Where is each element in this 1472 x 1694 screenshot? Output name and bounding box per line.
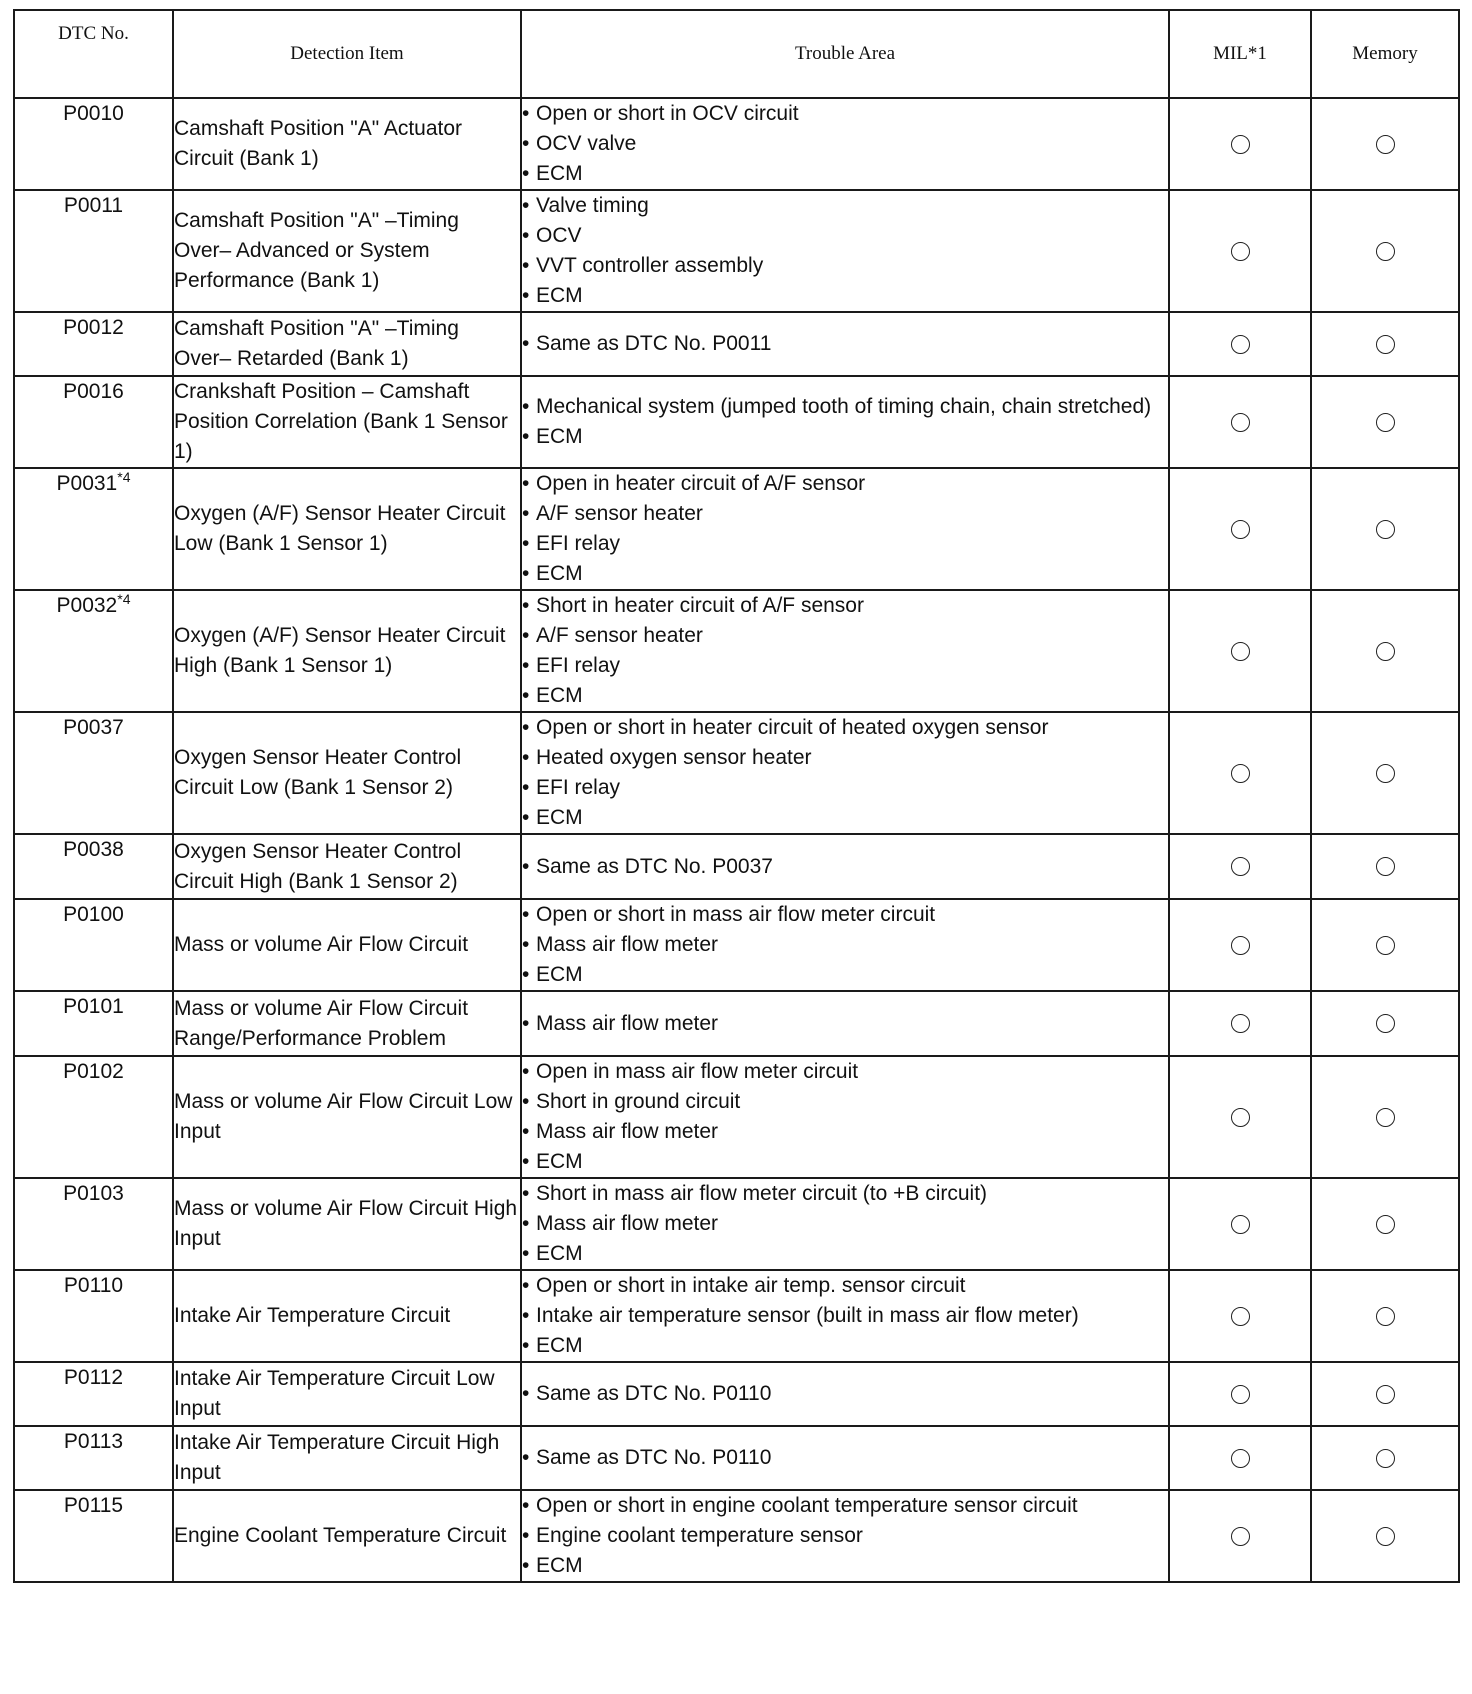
mil-circle-icon <box>1231 936 1250 955</box>
dtc-code: P0110 <box>63 1274 124 1297</box>
bullet-icon: • <box>522 624 530 647</box>
detection-item: Oxygen (A/F) Sensor Heater Circuit High (Bank 1 Sensor 1) <box>173 590 521 712</box>
memory-circle-icon <box>1376 520 1395 539</box>
memory-circle-icon <box>1376 1527 1395 1546</box>
mil-cell <box>1169 590 1311 712</box>
memory-cell <box>1311 1056 1459 1178</box>
table-row <box>14 312 1459 376</box>
dtc-code: P0031 <box>56 472 118 495</box>
dtc-code-cell <box>14 590 173 712</box>
memory-circle-icon <box>1376 1014 1395 1033</box>
detection-item: Mass or volume Air Flow Circuit Low Input <box>173 1056 521 1178</box>
dtc-code-cell <box>14 1362 173 1426</box>
trouble-area-item <box>522 651 1168 681</box>
trouble-area-item <box>522 1443 1168 1473</box>
mil-cell <box>1169 1426 1311 1490</box>
table-row <box>14 1362 1459 1426</box>
trouble-area-item <box>522 1521 1168 1551</box>
bullet-icon: • <box>522 1274 530 1297</box>
memory-circle-icon <box>1376 857 1395 876</box>
footnote-marker: *4 <box>117 591 131 607</box>
memory-circle-icon <box>1376 642 1395 661</box>
trouble-area-cell <box>521 312 1169 376</box>
trouble-area-item <box>522 422 1168 452</box>
bullet-icon: • <box>522 194 530 217</box>
mil-cell <box>1169 1362 1311 1426</box>
memory-circle-icon <box>1376 764 1395 783</box>
detection-item: Oxygen Sensor Heater Control Circuit Low (Bank 1 Sensor 2) <box>173 712 521 834</box>
dtc-code: P0113 <box>63 1430 124 1453</box>
trouble-area-text: ECM <box>536 1554 583 1577</box>
bullet-icon: • <box>522 933 530 956</box>
trouble-area-text: ECM <box>536 162 583 185</box>
trouble-area-cell <box>521 899 1169 991</box>
trouble-area-item <box>522 1087 1168 1117</box>
trouble-area-text: ECM <box>536 284 583 307</box>
trouble-area-text: Intake air temperature sensor (built in mass air flow meter) <box>536 1304 1079 1327</box>
trouble-area-text: Heated oxygen sensor heater <box>536 746 812 769</box>
table-row <box>14 899 1459 991</box>
memory-cell <box>1311 376 1459 468</box>
trouble-area-text: EFI relay <box>536 532 621 555</box>
trouble-area-item <box>522 713 1168 743</box>
mil-circle-icon <box>1231 520 1250 539</box>
memory-cell <box>1311 1426 1459 1490</box>
bullet-icon: • <box>522 425 530 448</box>
dtc-code: P0032 <box>56 594 118 617</box>
table-row <box>14 590 1459 712</box>
detection-item: Camshaft Position "A" –Timing Over– Retarded (Bank 1) <box>173 312 521 376</box>
table-row <box>14 834 1459 899</box>
mil-circle-icon <box>1231 1385 1250 1404</box>
memory-cell <box>1311 98 1459 190</box>
dtc-code-cell <box>14 1178 173 1270</box>
memory-cell <box>1311 312 1459 376</box>
trouble-area-item <box>522 221 1168 251</box>
trouble-area-text: Mass air flow meter <box>536 1011 719 1035</box>
trouble-area-text: Valve timing <box>536 194 649 217</box>
footnote-marker: *4 <box>117 469 131 485</box>
trouble-area-item <box>522 392 1168 422</box>
table-row <box>14 712 1459 834</box>
trouble-area-text: Open or short in engine coolant temperature sensor circuit <box>536 1494 1078 1517</box>
trouble-area-text: ECM <box>536 425 583 448</box>
mil-cell <box>1169 376 1311 468</box>
trouble-area-item <box>522 1301 1168 1331</box>
dtc-code: P0115 <box>63 1494 124 1517</box>
mil-circle-icon <box>1231 1215 1250 1234</box>
memory-circle-icon <box>1376 1307 1395 1326</box>
mil-circle-icon <box>1231 242 1250 261</box>
bullet-icon: • <box>522 1382 530 1405</box>
memory-cell <box>1311 712 1459 834</box>
mil-cell <box>1169 190 1311 312</box>
trouble-area-item <box>522 621 1168 651</box>
bullet-icon: • <box>522 254 530 277</box>
trouble-area-item <box>522 1179 1168 1209</box>
trouble-area-item <box>522 1379 1168 1409</box>
bullet-icon: • <box>522 502 530 525</box>
trouble-area-item <box>522 1331 1168 1361</box>
bullet-icon: • <box>522 1554 530 1577</box>
mil-circle-icon <box>1231 1307 1250 1326</box>
bullet-icon: • <box>522 654 530 677</box>
bullet-icon: • <box>522 332 530 355</box>
trouble-area-text: Open or short in OCV circuit <box>536 102 799 125</box>
memory-cell <box>1311 991 1459 1056</box>
trouble-area-cell <box>521 190 1169 312</box>
trouble-area-text: Mass air flow meter <box>536 1120 719 1143</box>
dtc-code: P0010 <box>63 102 124 125</box>
trouble-area-item <box>522 499 1168 529</box>
mil-cell <box>1169 1056 1311 1178</box>
bullet-icon: • <box>522 963 530 986</box>
trouble-area-item <box>522 930 1168 960</box>
dtc-code-cell <box>14 376 173 468</box>
mil-circle-icon <box>1231 764 1250 783</box>
dtc-code: P0016 <box>63 380 124 403</box>
memory-circle-icon <box>1376 335 1395 354</box>
dtc-code: P0112 <box>63 1366 124 1389</box>
trouble-area-text: VVT controller assembly <box>536 254 764 277</box>
mil-cell <box>1169 1178 1311 1270</box>
mil-circle-icon <box>1231 1014 1250 1033</box>
trouble-area-text: A/F sensor heater <box>536 624 703 647</box>
bullet-icon: • <box>522 1150 530 1173</box>
detection-item: Mass or volume Air Flow Circuit High Input <box>173 1178 521 1270</box>
trouble-area-cell <box>521 1362 1169 1426</box>
dtc-code: P0100 <box>63 903 124 926</box>
trouble-area-item <box>522 99 1168 129</box>
memory-circle-icon <box>1376 242 1395 261</box>
bullet-icon: • <box>522 1494 530 1517</box>
trouble-area-text: EFI relay <box>536 654 621 677</box>
trouble-area-text: Engine coolant temperature sensor <box>536 1524 863 1547</box>
mil-cell <box>1169 991 1311 1056</box>
dtc-code-cell <box>14 468 173 590</box>
memory-cell <box>1311 468 1459 590</box>
bullet-icon: • <box>522 1242 530 1265</box>
trouble-area-item <box>522 559 1168 589</box>
trouble-area-item <box>522 251 1168 281</box>
bullet-icon: • <box>522 1011 530 1035</box>
dtc-code-cell <box>14 1490 173 1582</box>
trouble-area-text: Short in ground circuit <box>536 1090 741 1113</box>
detection-item: Oxygen Sensor Heater Control Circuit High (Bank 1 Sensor 2) <box>173 834 521 899</box>
trouble-area-item <box>522 1147 1168 1177</box>
bullet-icon: • <box>522 472 530 495</box>
dtc-code-cell <box>14 899 173 991</box>
trouble-area-cell <box>521 98 1169 190</box>
dtc-code-cell <box>14 312 173 376</box>
memory-circle-icon <box>1376 1449 1395 1468</box>
trouble-area-item <box>522 1057 1168 1087</box>
table-row <box>14 1270 1459 1362</box>
memory-cell <box>1311 1178 1459 1270</box>
trouble-area-item <box>522 159 1168 189</box>
bullet-icon: • <box>522 162 530 185</box>
trouble-area-text: Same as DTC No. P0037 <box>536 854 773 878</box>
trouble-area-text: Short in mass air flow meter circuit (to +B circuit) <box>536 1182 988 1205</box>
mil-circle-icon <box>1231 857 1250 876</box>
header-memory: Memory <box>1311 10 1459 98</box>
trouble-area-text: Mass air flow meter <box>536 1212 719 1235</box>
trouble-area-item <box>522 773 1168 803</box>
mil-cell <box>1169 1490 1311 1582</box>
mil-cell <box>1169 468 1311 590</box>
bullet-icon: • <box>522 1060 530 1083</box>
mil-cell <box>1169 312 1311 376</box>
detection-item: Intake Air Temperature Circuit Low Input <box>173 1362 521 1426</box>
trouble-area-cell <box>521 1490 1169 1582</box>
trouble-area-text: ECM <box>536 562 583 585</box>
bullet-icon: • <box>522 395 530 418</box>
table-row <box>14 98 1459 190</box>
dtc-code-cell <box>14 1056 173 1178</box>
bullet-icon: • <box>522 1304 530 1327</box>
trouble-area-item <box>522 1239 1168 1269</box>
dtc-code-cell <box>14 1270 173 1362</box>
memory-cell <box>1311 899 1459 991</box>
bullet-icon: • <box>522 854 530 878</box>
trouble-area-cell <box>521 712 1169 834</box>
dtc-code-cell <box>14 1426 173 1490</box>
table-row <box>14 468 1459 590</box>
memory-circle-icon <box>1376 1215 1395 1234</box>
trouble-area-item <box>522 1009 1168 1039</box>
trouble-area-cell <box>521 834 1169 899</box>
mil-cell <box>1169 98 1311 190</box>
dtc-code: P0102 <box>63 1060 124 1083</box>
bullet-icon: • <box>522 806 530 829</box>
table-row <box>14 190 1459 312</box>
memory-circle-icon <box>1376 1108 1395 1127</box>
bullet-icon: • <box>522 746 530 769</box>
dtc-code: P0038 <box>63 838 124 861</box>
bullet-icon: • <box>522 776 530 799</box>
trouble-area-text: A/F sensor heater <box>536 502 703 525</box>
dtc-code-cell <box>14 991 173 1056</box>
dtc-code: P0103 <box>63 1182 124 1205</box>
trouble-area-item <box>522 681 1168 711</box>
bullet-icon: • <box>522 903 530 926</box>
detection-item: Oxygen (A/F) Sensor Heater Circuit Low (Bank 1 Sensor 1) <box>173 468 521 590</box>
table-row <box>14 991 1459 1056</box>
dtc-code-cell <box>14 834 173 899</box>
bullet-icon: • <box>522 1524 530 1547</box>
trouble-area-text: Mass air flow meter <box>536 933 719 956</box>
header-trouble-area: Trouble Area <box>521 10 1169 98</box>
trouble-area-text: ECM <box>536 1242 583 1265</box>
trouble-area-item <box>522 129 1168 159</box>
dtc-code: P0012 <box>63 316 124 339</box>
memory-cell <box>1311 1490 1459 1582</box>
mil-cell <box>1169 834 1311 899</box>
dtc-table <box>13 9 1460 1583</box>
bullet-icon: • <box>522 562 530 585</box>
mil-circle-icon <box>1231 1108 1250 1127</box>
trouble-area-text: ECM <box>536 684 583 707</box>
trouble-area-item <box>522 900 1168 930</box>
trouble-area-text: Same as DTC No. P0110 <box>536 1446 772 1469</box>
trouble-area-text: ECM <box>536 1150 583 1173</box>
bullet-icon: • <box>522 224 530 247</box>
trouble-area-text: ECM <box>536 1334 583 1357</box>
detection-item: Intake Air Temperature Circuit <box>173 1270 521 1362</box>
detection-item: Engine Coolant Temperature Circuit <box>173 1490 521 1582</box>
bullet-icon: • <box>522 1120 530 1143</box>
mil-cell <box>1169 712 1311 834</box>
trouble-area-item <box>522 281 1168 311</box>
trouble-area-item <box>522 1491 1168 1521</box>
bullet-icon: • <box>522 102 530 125</box>
trouble-area-cell <box>521 1056 1169 1178</box>
detection-item: Intake Air Temperature Circuit High Input <box>173 1426 521 1490</box>
dtc-code-cell <box>14 190 173 312</box>
mil-circle-icon <box>1231 135 1250 154</box>
detection-item: Mass or volume Air Flow Circuit Range/Performance Problem <box>173 991 521 1056</box>
header-row <box>14 10 1459 98</box>
table-row <box>14 1490 1459 1582</box>
trouble-area-item <box>522 1551 1168 1581</box>
mil-circle-icon <box>1231 413 1250 432</box>
trouble-area-text: Open or short in intake air temp. sensor circuit <box>536 1274 966 1297</box>
trouble-area-cell <box>521 1178 1169 1270</box>
trouble-area-item <box>522 191 1168 221</box>
detection-item: Camshaft Position "A" –Timing Over– Advanced or System Performance (Bank 1) <box>173 190 521 312</box>
trouble-area-cell <box>521 590 1169 712</box>
memory-cell <box>1311 834 1459 899</box>
header-mil: MIL*1 <box>1169 10 1311 98</box>
dtc-code-cell <box>14 98 173 190</box>
trouble-area-item <box>522 743 1168 773</box>
table-row <box>14 1178 1459 1270</box>
bullet-icon: • <box>522 132 530 155</box>
bullet-icon: • <box>522 1182 530 1205</box>
mil-cell <box>1169 1270 1311 1362</box>
memory-cell <box>1311 1270 1459 1362</box>
bullet-icon: • <box>522 1090 530 1113</box>
trouble-area-item <box>522 960 1168 990</box>
trouble-area-cell <box>521 1270 1169 1362</box>
memory-circle-icon <box>1376 1385 1395 1404</box>
trouble-area-item <box>522 852 1168 882</box>
trouble-area-cell <box>521 1426 1169 1490</box>
memory-circle-icon <box>1376 413 1395 432</box>
mil-circle-icon <box>1231 335 1250 354</box>
mil-circle-icon <box>1231 1449 1250 1468</box>
trouble-area-text: Open in heater circuit of A/F sensor <box>536 472 866 495</box>
trouble-area-cell <box>521 991 1169 1056</box>
trouble-area-text: Open or short in heater circuit of heated oxygen sensor <box>536 716 1049 739</box>
header-dtc-no: DTC No. <box>14 10 173 98</box>
bullet-icon: • <box>522 1334 530 1357</box>
trouble-area-item <box>522 803 1168 833</box>
dtc-table-body <box>14 98 1459 1582</box>
trouble-area-text: Short in heater circuit of A/F sensor <box>536 594 864 617</box>
trouble-area-text: Same as DTC No. P0110 <box>536 1382 772 1405</box>
table-row <box>14 376 1459 468</box>
trouble-area-text: Open in mass air flow meter circuit <box>536 1060 859 1083</box>
trouble-area-text: ECM <box>536 963 583 986</box>
trouble-area-text: EFI relay <box>536 776 621 799</box>
trouble-area-text: Same as DTC No. P0011 <box>536 332 772 355</box>
trouble-area-item <box>522 329 1168 359</box>
memory-cell <box>1311 1362 1459 1426</box>
trouble-area-text: OCV <box>536 224 582 247</box>
table-row <box>14 1426 1459 1490</box>
detection-item: Mass or volume Air Flow Circuit <box>173 899 521 991</box>
bullet-icon: • <box>522 684 530 707</box>
bullet-icon: • <box>522 1446 530 1469</box>
header-detection-item: Detection Item <box>173 10 521 98</box>
bullet-icon: • <box>522 594 530 617</box>
detection-item: Camshaft Position "A" Actuator Circuit (Bank 1) <box>173 98 521 190</box>
trouble-area-item <box>522 1209 1168 1239</box>
trouble-area-item <box>522 1117 1168 1147</box>
bullet-icon: • <box>522 716 530 739</box>
dtc-code: P0011 <box>63 194 124 217</box>
trouble-area-item <box>522 1271 1168 1301</box>
mil-circle-icon <box>1231 642 1250 661</box>
trouble-area-text: Mechanical system (jumped tooth of timing chain, chain stretched) <box>536 395 1152 418</box>
memory-cell <box>1311 590 1459 712</box>
trouble-area-cell <box>521 468 1169 590</box>
bullet-icon: • <box>522 284 530 307</box>
trouble-area-text: ECM <box>536 806 583 829</box>
dtc-code: P0101 <box>63 995 124 1018</box>
mil-cell <box>1169 899 1311 991</box>
mil-circle-icon <box>1231 1527 1250 1546</box>
bullet-icon: • <box>522 1212 530 1235</box>
bullet-icon: • <box>522 532 530 555</box>
trouble-area-text: OCV valve <box>536 132 637 155</box>
detection-item: Crankshaft Position – Camshaft Position Correlation (Bank 1 Sensor 1) <box>173 376 521 468</box>
trouble-area-item <box>522 469 1168 499</box>
trouble-area-item <box>522 591 1168 621</box>
dtc-code: P0037 <box>63 716 124 739</box>
dtc-code-cell <box>14 712 173 834</box>
trouble-area-text: Open or short in mass air flow meter circuit <box>536 903 936 926</box>
memory-circle-icon <box>1376 936 1395 955</box>
memory-circle-icon <box>1376 135 1395 154</box>
table-row <box>14 1056 1459 1178</box>
memory-cell <box>1311 190 1459 312</box>
trouble-area-cell <box>521 376 1169 468</box>
trouble-area-item <box>522 529 1168 559</box>
